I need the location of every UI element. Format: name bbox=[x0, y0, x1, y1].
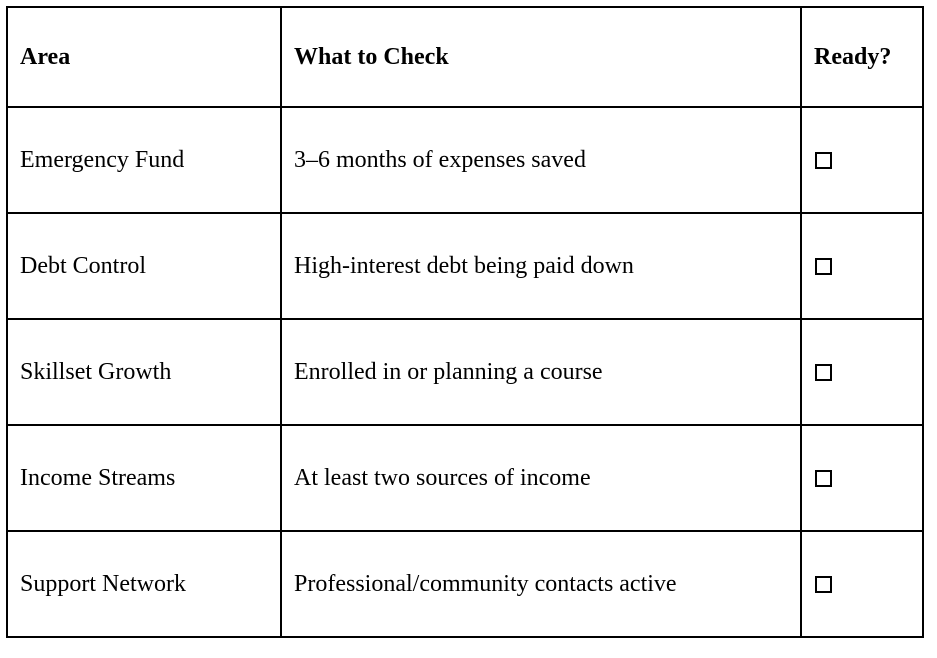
area-cell: Emergency Fund bbox=[7, 107, 281, 213]
table-row bbox=[7, 319, 923, 425]
area-cell: Support Network bbox=[7, 531, 281, 637]
check-cell: 3–6 months of expenses saved bbox=[281, 107, 801, 213]
ready-checkbox[interactable] bbox=[815, 470, 832, 487]
ready-cell bbox=[801, 319, 923, 425]
ready-checkbox[interactable] bbox=[815, 576, 832, 593]
readiness-checklist-table bbox=[6, 6, 924, 638]
table-row bbox=[7, 107, 923, 213]
check-cell: High-interest debt being paid down bbox=[281, 213, 801, 319]
area-cell: Skillset Growth bbox=[7, 319, 281, 425]
table-row bbox=[7, 531, 923, 637]
check-cell: Professional/community contacts active bbox=[281, 531, 801, 637]
table-row bbox=[7, 425, 923, 531]
header-what-to-check: What to Check bbox=[281, 7, 801, 107]
ready-cell bbox=[801, 425, 923, 531]
ready-checkbox[interactable] bbox=[815, 258, 832, 275]
area-cell: Debt Control bbox=[7, 213, 281, 319]
header-row bbox=[7, 7, 923, 107]
check-cell: Enrolled in or planning a course bbox=[281, 319, 801, 425]
ready-cell bbox=[801, 531, 923, 637]
area-cell: Income Streams bbox=[7, 425, 281, 531]
check-cell: At least two sources of income bbox=[281, 425, 801, 531]
table-row bbox=[7, 213, 923, 319]
header-ready: Ready? bbox=[801, 7, 923, 107]
ready-cell bbox=[801, 107, 923, 213]
ready-cell bbox=[801, 213, 923, 319]
header-area: Area bbox=[7, 7, 281, 107]
ready-checkbox[interactable] bbox=[815, 364, 832, 381]
ready-checkbox[interactable] bbox=[815, 152, 832, 169]
